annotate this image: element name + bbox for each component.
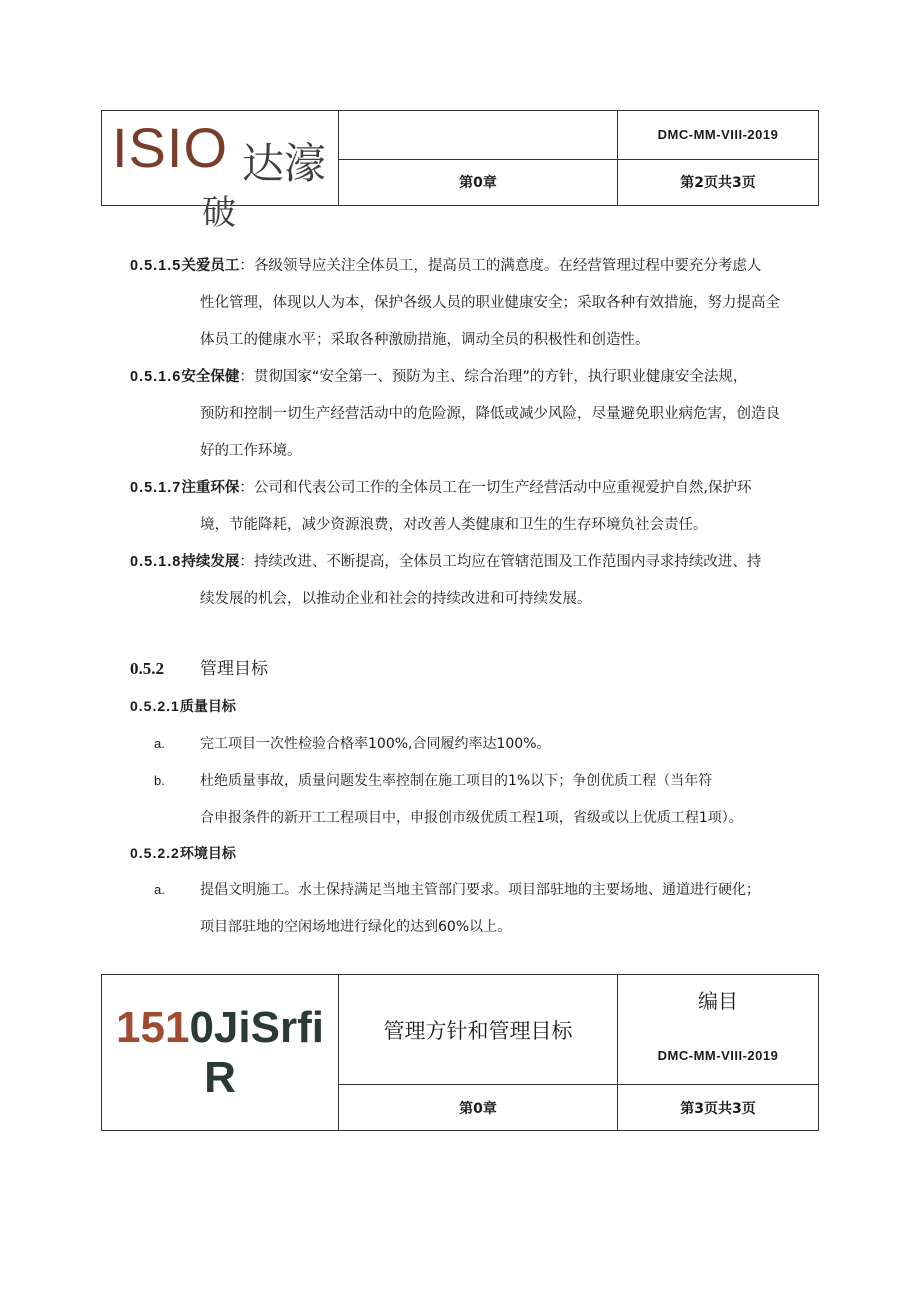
section-text-cont: 预防和控制一切生产经营活动中的危险源，降低或减少风险，尽量避免职业病危害，创造良: [200, 406, 780, 422]
item-text: 提倡文明施工。水土保持满足当地主管部门要求。项目部驻地的主要场地、通道进行硬化；: [200, 882, 760, 898]
item-text-cont: 合申报条件的新开工工程项目中，申报创市级优质工程1项，省级或以上优质工程1项）。: [200, 810, 743, 826]
section-text-cont: 境，节能降耗，减少资源浪费，对改善人类健康和卫生的生存环境负社会责任。: [200, 517, 708, 533]
section-label: 注重环保: [181, 480, 240, 496]
company-logo: [102, 111, 338, 233]
quality-item-b: [154, 762, 824, 837]
section-label: 关爱员工: [181, 258, 240, 274]
heading-number: 0.5.2: [130, 659, 164, 678]
chapter-label: 第0章: [339, 1085, 618, 1131]
quality-item-a: [154, 725, 824, 763]
section-text-cont: 好的工作环境。: [200, 443, 302, 459]
section-0-5-1-6: [130, 359, 820, 470]
doc-code: DMC-MM-VIII-2019: [618, 111, 819, 160]
section-number: 0.5.1.6: [130, 369, 182, 385]
section-number: 0.5.1.5: [130, 258, 182, 274]
section-text: ：公司和代表公司工作的全体员工在一切生产经营活动中应重视爱护自然,保护环: [239, 480, 752, 496]
section-text-cont: 体员工的健康水平；采取各种激励措施，调动全员的积极性和创造性。: [200, 332, 650, 348]
logo-cell: [102, 111, 339, 233]
heading-quality-goals: [130, 694, 236, 719]
logo-rest-text: 0JiSrfi: [189, 1002, 324, 1052]
section-label: 安全保健: [181, 369, 240, 385]
section-0-5-1-7: [130, 470, 820, 544]
doc-title: 管理方针和管理目标: [339, 975, 618, 1085]
item-marker: b.: [154, 773, 165, 788]
heading-title: 管理目标: [200, 659, 268, 679]
section-number: 0.5.1.7: [130, 480, 182, 496]
heading-title: 质量目标: [179, 699, 236, 715]
item-marker: a.: [154, 882, 165, 897]
section-text: ：各级领导应关注全体员工，提高员工的满意度。在经营管理过程中要充分考虑人: [239, 258, 762, 274]
section-text-cont: 续发展的机会，以推动企业和社会的持续改进和可持续发展。: [200, 591, 592, 607]
section-text-cont: 性化管理，体现以人为本，保护各级人员的职业健康安全；采取各种有效措施，努力提高全: [200, 295, 780, 311]
catalog-label: 编目: [698, 989, 738, 1013]
section-text: ：贯彻国家“安全第一、预防为主、综合治理”的方针，执行职业健康安全法规，: [239, 369, 748, 385]
page-label: 第2页共3页: [618, 159, 819, 206]
logo-cut-text: 破: [202, 193, 236, 233]
heading-management-goals: [130, 655, 268, 683]
heading-number: 0.5.2.1: [130, 698, 180, 714]
section-0-5-1-5: [130, 248, 820, 359]
section-label: 持续发展: [181, 554, 240, 570]
heading-env-goals: [130, 841, 236, 866]
env-item-a: [154, 871, 824, 946]
logo-main-text: ISIO: [112, 116, 229, 179]
doc-code: DMC-MM-VIII-2019: [657, 1048, 779, 1063]
item-text-cont: 项目部驻地的空闲场地进行绿化的达到60%以上。: [200, 919, 512, 935]
section-text: ：持续改进、不断提高，全体员工均应在管辖范围及工作范围内寻求持续改进、持: [239, 554, 762, 570]
chapter-label: 第0章: [339, 159, 618, 206]
logo-cell: [102, 975, 339, 1131]
section-0-5-1-8: [130, 544, 820, 618]
title-cell-empty: [339, 111, 618, 160]
section-number: 0.5.1.8: [130, 554, 182, 570]
item-marker: a.: [154, 736, 165, 751]
page-label: 第3页共3页: [618, 1085, 819, 1131]
heading-number: 0.5.2.2: [130, 845, 180, 861]
item-text: 杜绝质量事故，质量问题发生率控制在施工项目的1%以下；争创优质工程（当年符: [200, 773, 713, 789]
company-logo: [102, 1003, 338, 1103]
logo-cn-text: 达濠: [242, 139, 327, 188]
header-table-top: [101, 110, 819, 233]
code-cell: [618, 975, 819, 1085]
item-text: 完工项目一次性检验合格率100%,合同履约率达100%。: [200, 736, 551, 752]
heading-title: 环境目标: [179, 846, 236, 862]
header-table-bottom: [101, 974, 819, 1131]
logo-red-text: 151: [116, 1002, 190, 1052]
logo-line2: R: [204, 1052, 236, 1102]
